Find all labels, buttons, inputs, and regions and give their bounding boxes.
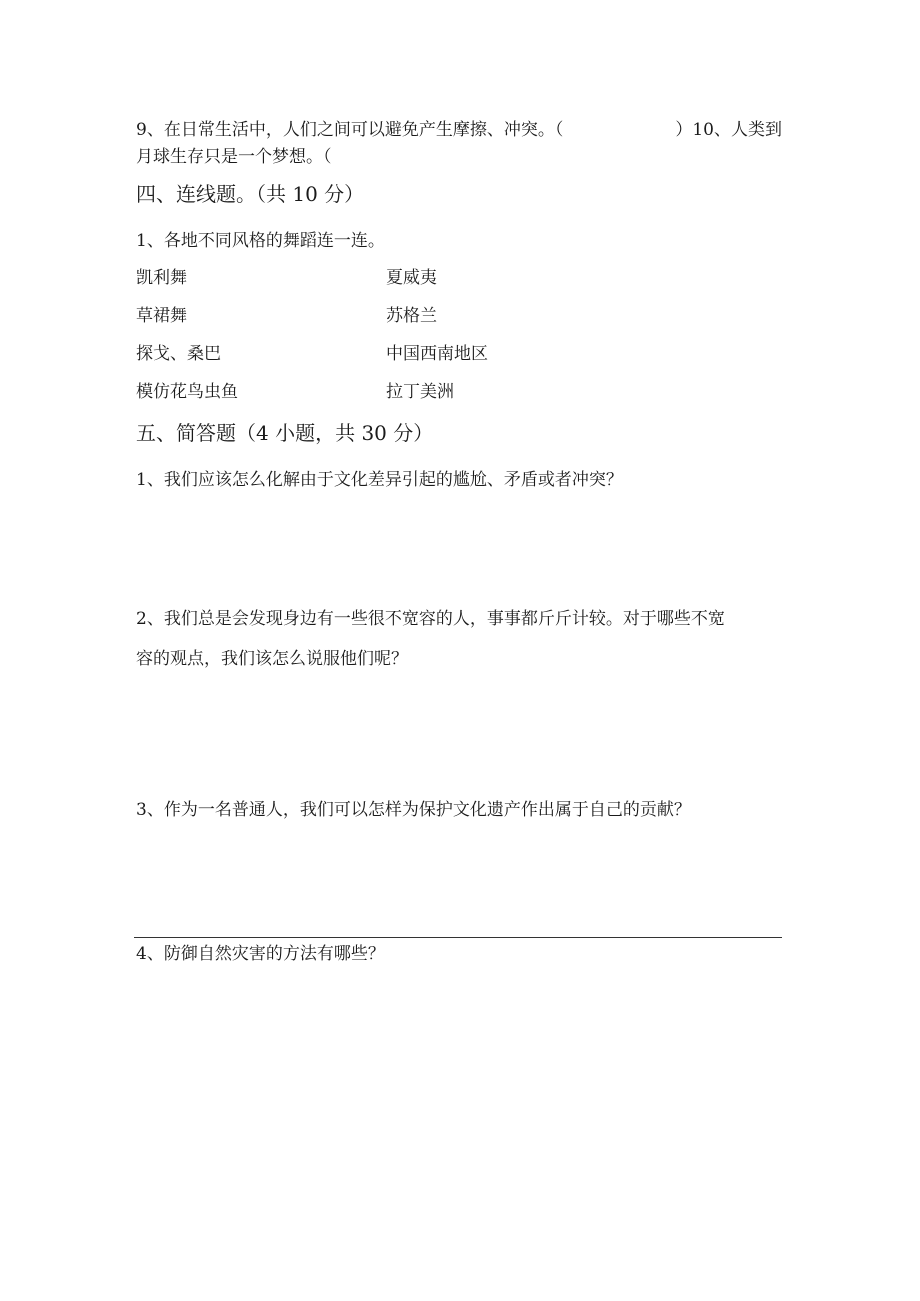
match-right-item: 苏格兰 [386, 306, 437, 326]
short-answer-question-2-line-1: 2、我们总是会发现身边有一些很不宽容的人，事事都斤斤计较。对于哪些不宽 [136, 609, 725, 629]
tf-question-line-1 [136, 119, 782, 141]
divider-line [134, 937, 782, 938]
tf-question-10-start: ）10、人类到 [675, 120, 782, 140]
tf-question-line-2: 月球生存只是一个梦想。（ [136, 147, 332, 167]
short-answer-question-4: 4、防御自然灾害的方法有哪些？ [136, 944, 385, 964]
match-right-item: 中国西南地区 [386, 344, 488, 364]
match-left-item: 模仿花鸟虫鱼 [136, 382, 238, 402]
match-right-item: 夏威夷 [386, 268, 437, 288]
short-answer-section-title: 五、简答题（4 小题，共 30 分） [136, 421, 434, 445]
match-left-item: 草裙舞 [136, 306, 187, 326]
short-answer-question-1: 1、我们应该怎么化解由于文化差异引起的尴尬、矛盾或者冲突？ [136, 470, 623, 490]
tf-question-9: 9、在日常生活中，人们之间可以避免产生摩擦、冲突。（ [136, 120, 564, 140]
matching-question: 1、各地不同风格的舞蹈连一连。 [136, 231, 385, 251]
matching-section-title: 四、连线题。（共 10 分） [136, 182, 365, 206]
match-right-item: 拉丁美洲 [386, 382, 454, 402]
match-left-item: 探戈、桑巴 [136, 344, 221, 364]
short-answer-question-2-line-2: 容的观点，我们该怎么说服他们呢？ [136, 649, 408, 669]
match-left-item: 凯利舞 [136, 268, 187, 288]
short-answer-question-3: 3、作为一名普通人，我们可以怎样为保护文化遗产作出属于自己的贡献？ [136, 800, 691, 820]
